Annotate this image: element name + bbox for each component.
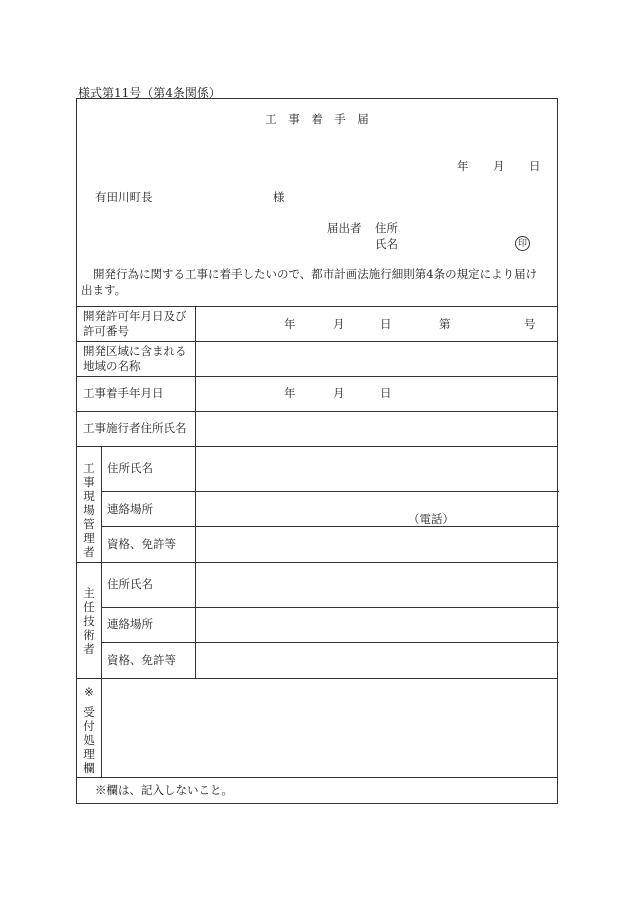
date-day: 日 bbox=[529, 159, 541, 173]
notification-form bbox=[76, 98, 558, 804]
permit-day: 日 bbox=[380, 317, 392, 331]
chief-engineer-group-label: 主任技術者 bbox=[83, 586, 95, 656]
date-year: 年 bbox=[457, 159, 469, 173]
chief-engineer-qualification-label: 資格、免許等 bbox=[107, 653, 176, 667]
site-manager-qualification-label: 資格、免許等 bbox=[107, 537, 176, 551]
contractor-label: 工事施行者住所氏名 bbox=[83, 421, 187, 435]
statement-line-2: 出ます。 bbox=[81, 283, 127, 297]
permit-year: 年 bbox=[284, 317, 296, 331]
form-title: 工 事 着 手 届 bbox=[265, 112, 369, 126]
chief-engineer-address-label: 住所氏名 bbox=[107, 577, 153, 591]
applicant-label: 届出者 bbox=[327, 221, 362, 235]
permit-label-line-1: 開発許可年月日及び bbox=[83, 309, 187, 323]
site-manager-phone: （電話） bbox=[408, 512, 454, 526]
receipt-label: 受付処理欄 bbox=[83, 705, 95, 775]
permit-dai: 第 bbox=[439, 317, 451, 331]
site-manager-contact-label: 連絡場所 bbox=[107, 502, 153, 516]
start-year: 年 bbox=[284, 386, 296, 400]
addressee-honorific: 様 bbox=[273, 190, 285, 204]
receipt-mark: ※ bbox=[84, 685, 94, 699]
permit-go: 号 bbox=[524, 317, 536, 331]
form-number: 様式第11号（第4条関係） bbox=[78, 86, 221, 100]
applicant-name-label: 氏名 bbox=[375, 237, 398, 251]
area-label-line-2: 地域の名称 bbox=[83, 359, 141, 373]
site-manager-address-label: 住所氏名 bbox=[107, 461, 153, 475]
chief-engineer-contact-label: 連絡場所 bbox=[107, 617, 153, 631]
site-manager-group-label: 工事現場管理者 bbox=[83, 461, 95, 559]
start-day: 日 bbox=[380, 386, 392, 400]
applicant-address-label: 住所 bbox=[375, 221, 398, 235]
seal-icon: 印 bbox=[515, 235, 530, 251]
statement-line-1: 開発行為に関する工事に着手したいので、都市計画法施行細則第4条の規定により届け bbox=[93, 267, 538, 281]
permit-month: 月 bbox=[333, 317, 345, 331]
footnote: ※欄は、記入しないこと。 bbox=[95, 783, 233, 797]
addressee-name: 有田川町長 bbox=[95, 190, 153, 204]
start-month: 月 bbox=[333, 386, 345, 400]
start-date-label: 工事着手年月日 bbox=[83, 386, 164, 400]
permit-label-line-2: 許可番号 bbox=[83, 324, 129, 338]
area-label-line-1: 開発区域に含まれる bbox=[83, 344, 187, 358]
date-month: 月 bbox=[493, 159, 505, 173]
